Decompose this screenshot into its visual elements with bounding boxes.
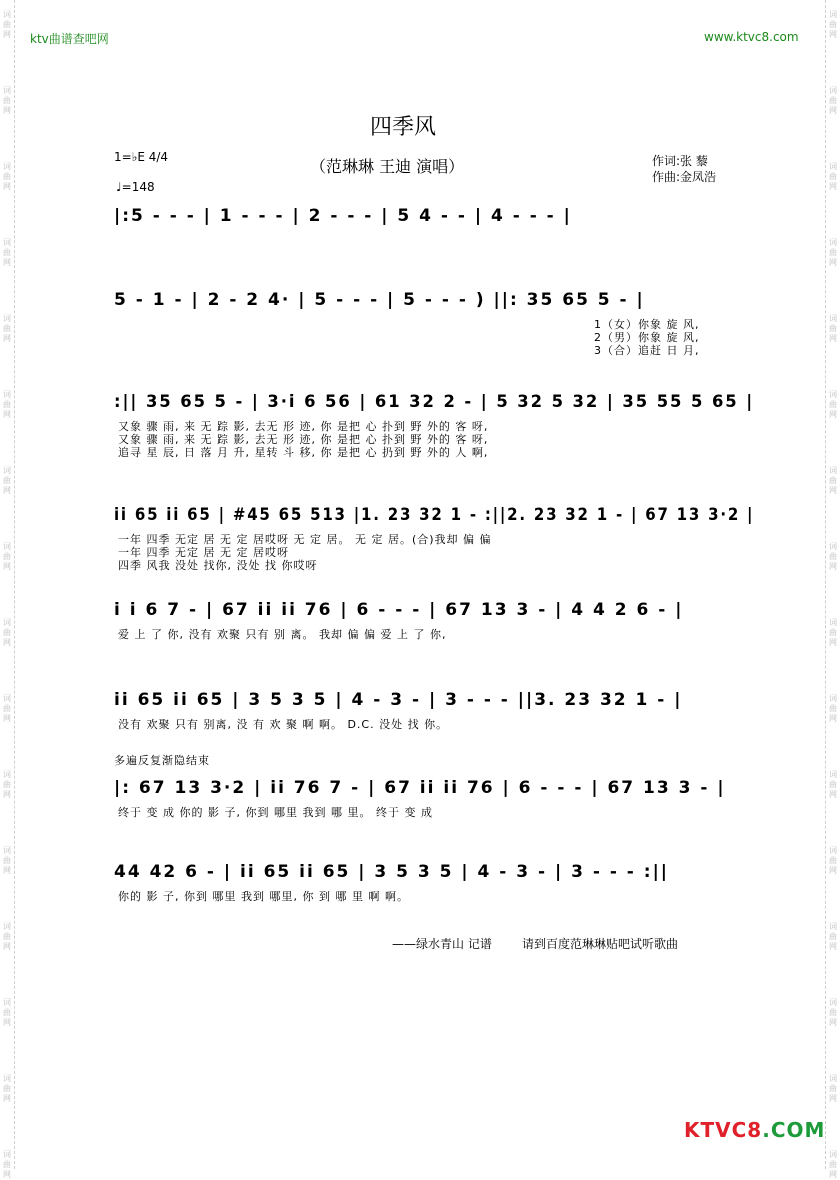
- side-watermark-glyph: 词 曲 网: [3, 10, 11, 39]
- lyric-line: 终于 变 成 你的 影 子, 你到 哪里 我到 哪 里。 终于 变 成: [118, 806, 433, 819]
- side-watermark-glyph: 词 曲 网: [3, 922, 11, 951]
- notation-line: 5 - 1 - | 2 - 2 4· | 5 - - - | 5 - - - ) ||: 35 65 5 - |: [114, 290, 645, 310]
- side-watermark-glyph: 词 曲 网: [829, 1150, 837, 1179]
- side-watermark-glyph: 词 曲 网: [829, 770, 837, 799]
- score-row: [114, 690, 754, 731]
- side-watermark-glyph: 词 曲 网: [829, 86, 837, 115]
- lyric-line: 2（男）你象 旋 风,: [594, 331, 700, 344]
- side-watermark-glyph: 词 曲 网: [829, 998, 837, 1027]
- site-logo: [684, 1118, 825, 1142]
- side-watermark-glyph: 词 曲 网: [3, 86, 11, 115]
- site-url-right: www.ktvc8.com: [704, 30, 799, 44]
- side-watermark-glyph: 词 曲 网: [3, 1150, 11, 1179]
- composer-credit: 作曲:金凤浩: [652, 170, 717, 184]
- side-watermark-glyph: 词 曲 网: [3, 618, 11, 647]
- side-watermark-glyph: 词 曲 网: [3, 238, 11, 267]
- side-watermark-glyph: 词 曲 网: [829, 922, 837, 951]
- song-title: 四季风: [370, 115, 437, 140]
- logo-main: KTVC8: [684, 1118, 763, 1142]
- score-row: [114, 206, 754, 236]
- logo-tail: .COM: [762, 1118, 826, 1142]
- lyric-line: 你的 影 子, 你到 哪里 我到 哪里, 你 到 哪 里 啊 啊。: [118, 890, 409, 903]
- key-signature: 1=♭E 4/4: [114, 150, 169, 164]
- side-watermark-glyph: 词 曲 网: [3, 162, 11, 191]
- side-watermark-glyph: 词 曲 网: [3, 694, 11, 723]
- right-margin-watermark: [825, 0, 840, 1179]
- score-row: [114, 862, 754, 903]
- side-watermark-glyph: 词 曲 网: [829, 466, 837, 495]
- notation-line: i i 6 7 - | 67 ii ii 76 | 6 - - - | 67 13 3 - | 4 4 2 6 - |: [114, 600, 684, 620]
- score-row: [114, 600, 754, 641]
- notation-line: :|| 35 65 5 - | 3·i 6 56 | 61 32 2 - | 5 32 5 32 | 35 55 5 65 |: [114, 392, 755, 412]
- lyricist-credit: 作词:张 藜: [652, 154, 708, 168]
- lyric-line: 追寻 星 辰, 日 落 月 升, 星转 斗 移, 你 是把 心 扔到 野 外的 人 啊,: [118, 446, 489, 459]
- performers: （范琳琳 王迪 演唱）: [310, 157, 465, 176]
- side-watermark-glyph: 词 曲 网: [829, 10, 837, 39]
- side-watermark-glyph: 词 曲 网: [3, 542, 11, 571]
- side-watermark-glyph: 词 曲 网: [829, 694, 837, 723]
- lyric-line: 没有 欢聚 只有 别离, 没 有 欢 聚 啊 啊。 D.C. 没处 找 你。: [118, 718, 449, 731]
- notation-line: 44 42 6 - | ii 65 ii 65 | 3 5 3 5 | 4 - 3 - | 3 - - - :||: [114, 862, 669, 882]
- side-watermark-glyph: 词 曲 网: [829, 238, 837, 267]
- side-watermark-glyph: 词 曲 网: [3, 998, 11, 1027]
- lyric-line: 又象 骤 雨, 来 无 踪 影, 去无 形 迹, 你 是把 心 扑到 野 外的 客 呀,: [118, 420, 489, 433]
- tempo-marking: ♩=148: [116, 180, 155, 194]
- side-watermark-glyph: 词 曲 网: [829, 314, 837, 343]
- transcriber-credit: ——绿水青山 记谱: [392, 937, 492, 951]
- score-row: [114, 754, 754, 819]
- lyric-line: 爱 上 了 你, 没有 欢聚 只有 别 离。 我却 偏 偏 爱 上 了 你,: [118, 628, 447, 641]
- side-watermark-glyph: 词 曲 网: [829, 390, 837, 419]
- lyric-line: 1（女）你象 旋 风,: [594, 318, 700, 331]
- lyric-line: 四季 风我 没处 找你, 没处 找 你哎呀: [118, 559, 318, 572]
- side-watermark-glyph: 词 曲 网: [3, 846, 11, 875]
- side-watermark-glyph: 词 曲 网: [829, 1074, 837, 1103]
- side-watermark-glyph: 词 曲 网: [3, 466, 11, 495]
- notation-line: ii 65 ii 65 | #45 65 513 |1. 23 32 1 - :||2. 23 32 1 - | 67 13 3·2 |: [114, 505, 755, 525]
- side-watermark-glyph: 词 曲 网: [3, 314, 11, 343]
- site-name-left: ktv曲谱查吧网: [30, 32, 109, 46]
- side-watermark-glyph: 词 曲 网: [829, 542, 837, 571]
- score-row: [114, 290, 754, 357]
- lyric-line: 一年 四季 无定 居 无 定 居哎呀: [118, 546, 289, 559]
- lyric-line: 又象 骤 雨, 来 无 踪 影, 去无 形 迹, 你 是把 心 扑到 野 外的 客 呀,: [118, 433, 489, 446]
- left-margin-watermark: [0, 0, 15, 1179]
- side-watermark-glyph: 词 曲 网: [3, 770, 11, 799]
- side-watermark-glyph: 词 曲 网: [3, 1074, 11, 1103]
- notation-line: ii 65 ii 65 | 3 5 3 5 | 4 - 3 - | 3 - - - ||3. 23 32 1 - |: [114, 690, 683, 710]
- score-row: [114, 505, 755, 572]
- listen-note: 请到百度范琳琳贴吧试听歌曲: [522, 937, 679, 951]
- side-watermark-glyph: 词 曲 网: [3, 390, 11, 419]
- score-row: [114, 392, 755, 459]
- notation-line: |:5 - - - | 1 - - - | 2 - - - | 5 4 - - | 4 - - - |: [114, 206, 572, 226]
- notation-line: |: 67 13 3·2 | ii 76 7 - | 67 ii ii 76 | 6 - - - | 67 13 3 - |: [114, 778, 726, 798]
- side-watermark-glyph: 词 曲 网: [829, 162, 837, 191]
- side-watermark-glyph: 词 曲 网: [829, 618, 837, 647]
- lyric-line: 3（合）追赶 日 月,: [594, 344, 700, 357]
- repeat-instruction: 多遍反复渐隐结束: [114, 754, 210, 767]
- side-watermark-glyph: 词 曲 网: [829, 846, 837, 875]
- lyric-line: 一年 四季 无定 居 无 定 居哎呀 无 定 居。 无 定 居。(合)我却 偏 偏: [118, 533, 492, 546]
